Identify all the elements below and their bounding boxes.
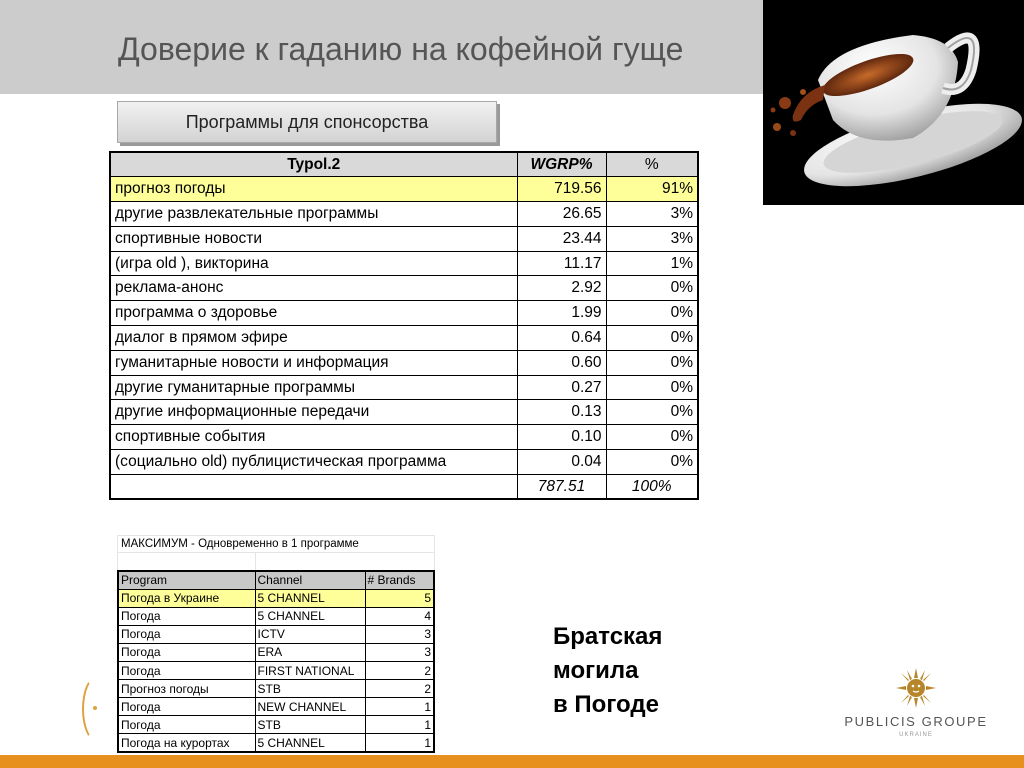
row-percent: 3% — [606, 202, 698, 227]
row-percent: 0% — [606, 326, 698, 351]
row-percent: 91% — [606, 177, 698, 202]
brands-count: 2 — [365, 661, 434, 679]
row-percent: 0% — [606, 350, 698, 375]
row-name: гуманитарные новости и информация — [110, 350, 517, 375]
brands-channel: 5 CHANNEL — [255, 589, 365, 607]
logo-subtitle: UKRAINE — [899, 732, 933, 738]
row-name: (игра old ), викторина — [110, 251, 517, 276]
brands-program: Прогноз погоды — [118, 680, 255, 698]
table-row — [110, 202, 698, 227]
row-name: диалог в прямом эфире — [110, 326, 517, 351]
brands-count: 2 — [365, 680, 434, 698]
table-row — [110, 226, 698, 251]
publicis-logo — [838, 666, 994, 738]
logo-name: PUBLICIS GROUPE — [844, 714, 988, 729]
bracket-dot-icon — [93, 706, 97, 710]
brands-row — [118, 607, 434, 625]
brands-channel: ICTV — [255, 625, 365, 643]
header-wgrp: WGRP% — [517, 152, 606, 177]
row-percent: 0% — [606, 375, 698, 400]
row-wgrp: 0.10 — [517, 425, 606, 450]
row-wgrp: 23.44 — [517, 226, 606, 251]
row-name: спортивные события — [110, 425, 517, 450]
total-percent: 100% — [606, 474, 698, 499]
table-row — [110, 177, 698, 202]
row-name: другие информационные передачи — [110, 400, 517, 425]
row-percent: 0% — [606, 276, 698, 301]
row-name: реклама-анонс — [110, 276, 517, 301]
table-row — [110, 251, 698, 276]
brands-channel: STB — [255, 716, 365, 734]
brands-program: Погода — [118, 625, 255, 643]
brands-program: Погода в Украине — [118, 589, 255, 607]
brands-row — [118, 716, 434, 734]
brands-count: 3 — [365, 643, 434, 661]
brands-row — [118, 589, 434, 607]
brands-program: Погода на курортах — [118, 734, 255, 752]
table-row — [110, 425, 698, 450]
row-wgrp: 1.99 — [517, 301, 606, 326]
brands-caption: МАКСИМУМ - Одновременно в 1 программе — [117, 535, 435, 553]
lion-sun-emblem-icon — [894, 666, 938, 710]
brands-table-header — [118, 571, 434, 589]
table-row — [110, 400, 698, 425]
grid-spacer-row — [117, 553, 435, 570]
brands-program: Погода — [118, 716, 255, 734]
row-name: (социально old) публицистическая программа — [110, 450, 517, 475]
row-percent: 0% — [606, 450, 698, 475]
brands-count: 1 — [365, 698, 434, 716]
header-channel: Channel — [255, 571, 365, 589]
total-row — [110, 474, 698, 499]
header-brands: # Brands — [365, 571, 434, 589]
brands-channel: STB — [255, 680, 365, 698]
brands-channel: NEW CHANNEL — [255, 698, 365, 716]
row-wgrp: 0.04 — [517, 450, 606, 475]
table-row — [110, 375, 698, 400]
header-program: Program — [118, 571, 255, 589]
brands-channel: FIRST NATIONAL — [255, 661, 365, 679]
row-percent: 0% — [606, 425, 698, 450]
brands-channel: ERA — [255, 643, 365, 661]
row-name: другие развлекательные программы — [110, 202, 517, 227]
row-wgrp: 11.17 — [517, 251, 606, 276]
callout-line-3: в Погоде — [553, 691, 659, 718]
brands-program: Погода — [118, 661, 255, 679]
table-row — [110, 326, 698, 351]
row-wgrp: 719.56 — [517, 177, 606, 202]
row-wgrp: 26.65 — [517, 202, 606, 227]
main-table-header — [110, 152, 698, 177]
row-percent: 0% — [606, 400, 698, 425]
coffee-cup-photo — [763, 0, 1024, 205]
callout-line-1: Братская — [553, 623, 663, 650]
row-percent: 1% — [606, 251, 698, 276]
header-percent: % — [606, 152, 698, 177]
brands-row — [118, 661, 434, 679]
brands-count: 1 — [365, 716, 434, 734]
table-row — [110, 301, 698, 326]
row-percent: 0% — [606, 301, 698, 326]
callout-text — [553, 620, 662, 722]
row-wgrp: 2.92 — [517, 276, 606, 301]
header-typol: Typol.2 — [110, 152, 517, 177]
brands-count: 1 — [365, 734, 434, 752]
brands-count: 4 — [365, 607, 434, 625]
brands-row — [118, 680, 434, 698]
slide-title: Доверие к гаданию на кофейной гуще — [118, 31, 684, 67]
brands-row — [118, 643, 434, 661]
brands-channel: 5 CHANNEL — [255, 734, 365, 752]
brands-row — [118, 734, 434, 752]
row-name: программа о здоровье — [110, 301, 517, 326]
row-wgrp: 0.60 — [517, 350, 606, 375]
row-name: другие гуманитарные программы — [110, 375, 517, 400]
row-name: спортивные новости — [110, 226, 517, 251]
table-row — [110, 276, 698, 301]
row-wgrp: 0.64 — [517, 326, 606, 351]
total-wgrp: 787.51 — [517, 474, 606, 499]
row-wgrp: 0.13 — [517, 400, 606, 425]
brands-count: 5 — [365, 589, 434, 607]
row-percent: 3% — [606, 226, 698, 251]
table-row — [110, 350, 698, 375]
main-table — [109, 151, 699, 500]
brands-channel: 5 CHANNEL — [255, 607, 365, 625]
brands-program: Погода — [118, 698, 255, 716]
row-wgrp: 0.27 — [517, 375, 606, 400]
brands-row — [118, 698, 434, 716]
brands-row — [118, 625, 434, 643]
brands-table — [117, 570, 435, 753]
brands-program: Погода — [118, 643, 255, 661]
circle-bracket-icon — [82, 676, 112, 742]
subtitle-box: Программы для спонсорства — [117, 101, 497, 143]
callout-line-2: могила — [553, 657, 639, 684]
brands-program: Погода — [118, 607, 255, 625]
row-name: прогноз погоды — [110, 177, 517, 202]
table-row — [110, 450, 698, 475]
footer-bar — [0, 755, 1024, 768]
total-label — [110, 474, 517, 499]
brands-count: 3 — [365, 625, 434, 643]
